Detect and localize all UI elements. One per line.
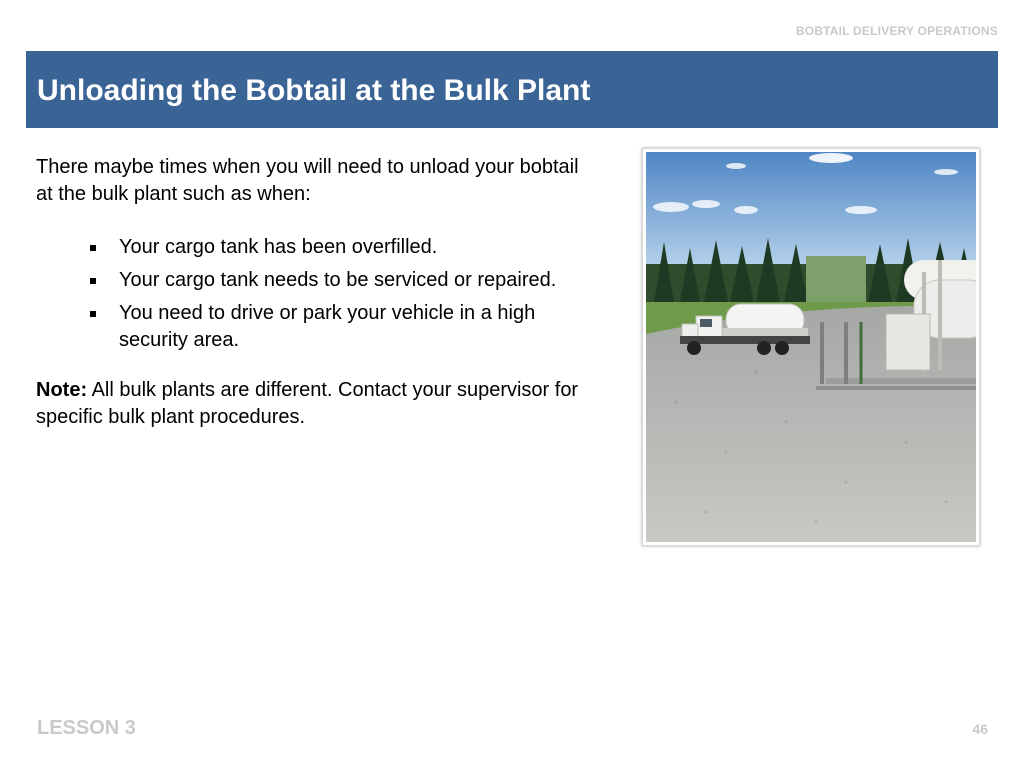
bullet-text: Your cargo tank has been overfilled. bbox=[119, 236, 438, 258]
lesson-label: LESSON 3 bbox=[37, 717, 136, 739]
title-bar bbox=[26, 51, 998, 128]
bullet-marker-icon bbox=[90, 278, 96, 284]
bullet-item bbox=[119, 234, 559, 261]
note-label: Note: bbox=[36, 379, 88, 401]
bulk-plant-illustration bbox=[646, 152, 976, 542]
slide-title: Unloading the Bobtail at the Bulk Plant bbox=[37, 74, 591, 107]
intro-paragraph: There maybe times when you will need to unload your bobtail at the bulk plant such as when: bbox=[36, 156, 579, 205]
bullet-marker-icon bbox=[90, 311, 96, 317]
bullet-item bbox=[119, 300, 559, 354]
slide-body bbox=[36, 154, 596, 431]
bullet-text: You need to drive or park your vehicle in a high security area. bbox=[119, 302, 536, 351]
bullet-item bbox=[119, 267, 559, 294]
note-paragraph bbox=[36, 377, 596, 431]
bullet-marker-icon bbox=[90, 245, 96, 251]
bullet-text: Your cargo tank needs to be serviced or repaired. bbox=[119, 269, 557, 291]
bulk-plant-photo bbox=[642, 148, 980, 546]
section-tag: BOBTAIL DELIVERY OPERATIONS bbox=[795, 24, 998, 38]
bullet-list bbox=[36, 234, 596, 354]
note-text: All bulk plants are different. Contact your supervisor for specific bulk plant procedures. bbox=[36, 379, 579, 428]
page-number: 46 bbox=[972, 721, 988, 737]
